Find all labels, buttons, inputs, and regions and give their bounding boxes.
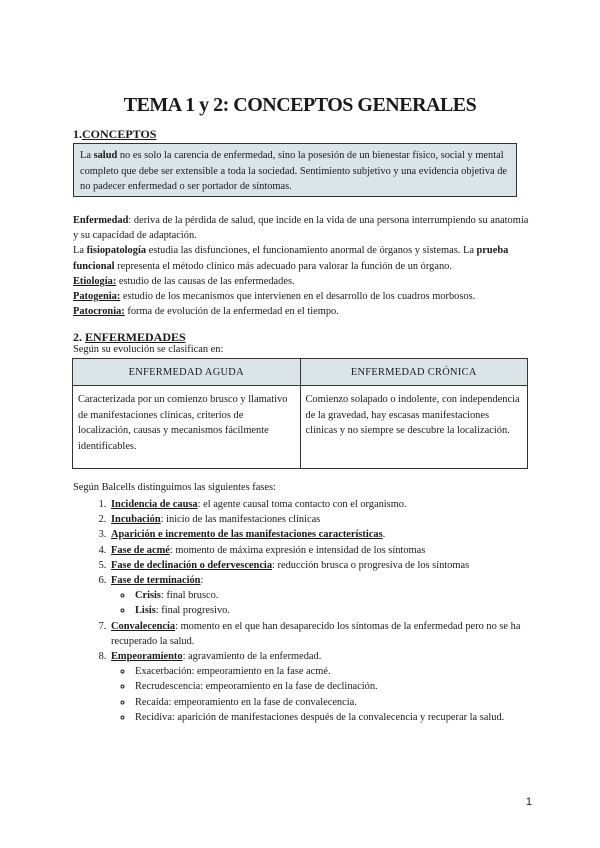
- list-item: 5. Fase de declinación o defervescencia: reducción brusca o progresiva de los síntomas: [109, 558, 569, 573]
- list-item: ◦ Recrudescencia: empeoramiento en la fase de declinación.: [133, 679, 569, 694]
- section-heading-enfermedades: 2. ENFERMEDADES: [73, 330, 186, 344]
- etiologia-definition: Etiología: estudio de las causas de las enfermedades.: [73, 275, 295, 287]
- disease-comparison-table: [72, 358, 528, 469]
- page-number: 1: [525, 796, 532, 808]
- list-item: ◦ Crisis: final brusco.: [133, 588, 569, 603]
- list-item: 4. Fase de acmé: momento de máxima expresión e intensidad de los síntomas: [109, 543, 569, 558]
- list-item: ◦ Lisis: final progresivo.: [133, 603, 569, 618]
- header-cronica: ENFERMEDAD CRÓNICA: [300, 359, 528, 386]
- cell-cronica: Comienzo solapado o indolente, con independencia de la gravedad, hay escasas manifestaciones clínicas y no siempre se descubre la localización.: [300, 386, 528, 469]
- header-aguda: ENFERMEDAD AGUDA: [73, 359, 301, 386]
- list-item: ◦ Recaída: empeoramiento en la fase de convalecencia.: [133, 695, 569, 710]
- list-item: 2. Incubación: inicio de las manifestaciones clínicas: [109, 512, 569, 527]
- fisiopatologia-definition: La fisiopatología estudia las disfunciones, el funcionamiento anormal de órganos y sistemas. La prueba funcional representa el método clínico más adecuado para valorar la función de un órgano.: [73, 245, 509, 272]
- phases-intro: Según Balcells distinguimos las siguientes fases:: [73, 482, 276, 493]
- document-title: TEMA 1 y 2: CONCEPTOS GENERALES: [123, 94, 477, 116]
- list-item: 8. Empeoramiento: agravamiento de la enfermedad. ◦ Exacerbación: empeoramiento en la fase acmé. ◦ Recrudescencia: empeoramiento en la fase de declinación. ◦ Recaída: empeoramiento en la fase de convalecencia. ◦ Recidiva: aparición de manifestaciones después de la convalecencia y recuperar la salud.: [109, 649, 569, 725]
- list-item: ◦ Recidiva: aparición de manifestaciones después de la convalecencia y recuperar la salud.: [133, 710, 569, 725]
- classification-intro: Según su evolución se clasifican en:: [73, 344, 224, 355]
- list-item: 1. Incidencia de causa: el agente causal toma contacto con el organismo.: [109, 497, 569, 512]
- list-item: 7. Convalecencia: momento en el que han desaparecido los síntomas de la enfermedad pero no se ha recuperado la salud.: [109, 619, 569, 649]
- list-item: 6. Fase de terminación: ◦ Crisis: final brusco. ◦ Lisis: final progresivo.: [109, 573, 569, 619]
- empeoramiento-sublist: [111, 664, 569, 725]
- salud-definition-box: La salud no es solo la carencia de enfermedad, sino la posesión de un bienestar físico, social y mental completo que debe ser extensible a toda la sociedad. Sentimiento subjetivo y una evidencia objetiva de no padecer enfermedad o ser portador de síntomas.: [73, 143, 517, 197]
- cell-aguda: Caracterizada por un comienzo brusco y llamativo de manifestaciones clínicas, criterios de localización, causas y mecanismos fácilmente identificables.: [73, 386, 301, 469]
- section-heading-conceptos: 1.CONCEPTOS: [73, 127, 157, 141]
- terminacion-sublist: [111, 588, 569, 618]
- enfermedad-definition: Enfermedad: deriva de la pérdida de salud, que incide en la vida de una persona interrumpiendo su anatomía y su capacidad de adaptación.: [73, 215, 529, 242]
- phases-list: [73, 497, 569, 725]
- list-item: ◦ Exacerbación: empeoramiento en la fase acmé.: [133, 664, 569, 679]
- list-item: 3. Aparición e incremento de las manifestaciones características.: [109, 527, 569, 542]
- patocronia-definition: Patocronia: forma de evolución de la enfermedad en el tiempo.: [73, 306, 339, 318]
- patogenia-definition: Patogenia: estudio de los mecanismos que intervienen en el desarrollo de los cuadros morbosos.: [73, 291, 476, 303]
- definitions-block: [73, 213, 533, 319]
